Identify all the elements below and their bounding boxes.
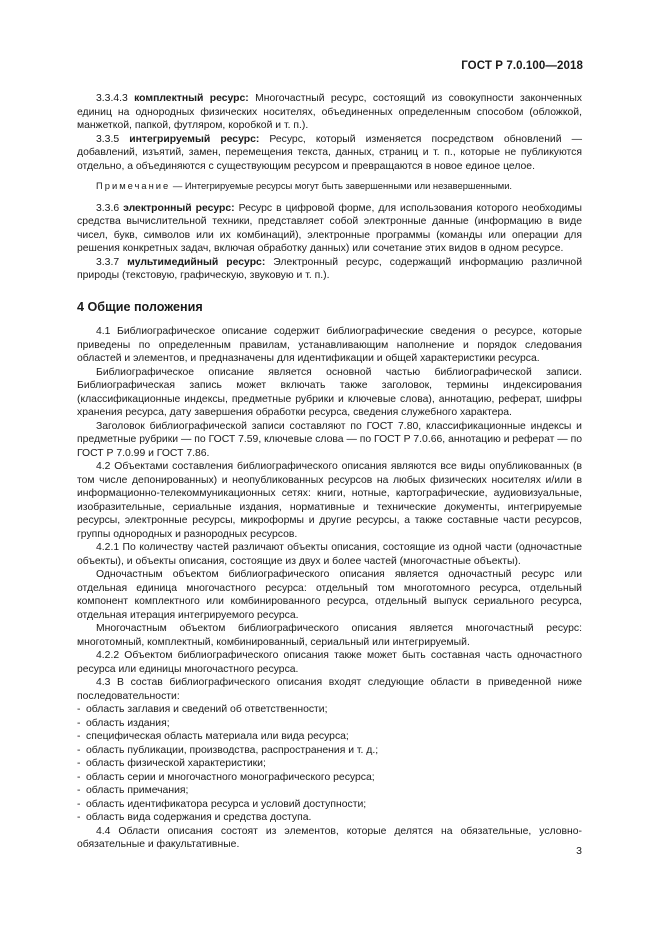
clause-number: 3.3.5 <box>96 133 130 145</box>
paragraph-4-2-2: 4.2.2 Объектом библиографического описания также может быть составная часть одночастного ресурса или единицы многочастного ресурса. <box>77 650 582 675</box>
list-item <box>77 811 582 825</box>
list-marker: - <box>77 798 81 810</box>
paragraph-4-2-1-c: Многочастным объектом библиографического описания является многочастный ресурс: многотомный, комплектный, комбинированный, сериальный или интегрируемый. <box>77 623 582 648</box>
list-item-text: область издания; <box>86 717 170 729</box>
paragraph-4-1-c: Заголовок библиографической записи составляют по ГОСТ 7.80, классификационные индексы и предметные рубрики — по ГОСТ 7.59, ключевые слова — по ГОСТ Р 7.0.66, аннотацию и реферат — по ГОСТ Р 7.0.99 и ГОСТ 7.86. <box>77 420 582 459</box>
page-number: 3 <box>576 845 582 857</box>
paragraph-3-3-4-3 <box>77 92 582 133</box>
term: электронный ресурс: <box>123 202 235 214</box>
list-item <box>77 757 582 771</box>
list-marker: - <box>77 704 81 715</box>
section-title: 4 Общие положения <box>77 299 203 314</box>
paragraph-4-2-1-b: Одночастным объектом библиографического описания является одночастный ресурс или отдельная единица многочастного ресурса: отдельный том многотомного ресурса, отдельный компонент комплектного или комбинированного ресурса, отдельный выпуск сериального ресурса, отдельная итерация интегрируемого ресурса. <box>77 569 582 621</box>
list-marker: - <box>77 717 81 729</box>
document-header: ГОСТ Р 7.0.100—2018 <box>461 60 583 72</box>
term: комплектный ресурс: <box>134 93 249 104</box>
list-item <box>77 798 582 812</box>
list-marker: - <box>77 744 81 756</box>
clause-number: 3.3.6 <box>96 202 124 214</box>
term: мультимедийный ресурс: <box>127 256 266 268</box>
paragraph-4-1-b: Библиографическое описание является основной частью библиографической записи. Библиографическая запись может включать также заголовок, термины индексирования (классификационные индексы, предметные рубрики и ключевые слова), аннотацию, реферат, шифры хранения ресурса, дату завершения обработки ресурса, сведения служебного характера. <box>77 366 582 418</box>
list-item <box>77 703 582 717</box>
list-marker: - <box>77 758 81 769</box>
list-item-text: область серии и многочастного монографического ресурса; <box>86 771 375 783</box>
definition: Ресурс, который изменяется посредством обновлений — добавлений, изъятий, замен, перемещения текста, данных, страниц и т. п., которые не публикуются отдельно, а объединяются с существующим ресурсом и превращаются в новое единое целое. <box>77 133 583 172</box>
document-body <box>77 92 582 852</box>
list-marker: - <box>77 785 81 796</box>
list-item-text: область заглавия и сведений об ответственности; <box>86 704 328 715</box>
note-label: Примечание <box>96 180 171 191</box>
definition: Электронный ресурс, содержащий информацию различной природы (текстовую, графическую, звуковую и т. п.). <box>77 256 582 281</box>
list-item-text: специфическая область материала или вида ресурса; <box>86 731 349 742</box>
list-item <box>77 744 582 758</box>
areas-list <box>77 703 582 825</box>
clause-number: 3.3.7 <box>96 256 128 268</box>
definition: Многочастный ресурс, состоящий из совокупности законченных единиц на однородных физических носителях, объединенных определенным способом (обложкой, манжеткой, папкой, футляром, коробкой и т. п.). <box>77 93 582 131</box>
paragraph-4-2-1: 4.2.1 По количеству частей различают объекты описания, состоящие из одной части (одночастные объекты), и объекты описания, состоящие из двух и более частей (многочастные объекты). <box>77 542 582 567</box>
list-item-text: область публикации, производства, распространения и т. д.; <box>86 744 379 756</box>
paragraph-4-2: 4.2 Объектами составления библиографического описания являются все виды опубликованных (в том числе депонированных) и неопубликованных ресурсов на любых физических носителях и/или в информационно-телекоммуникационных сетях: книги, нотные, картографические, аудиовизуальные, изобразительные, сериальные издания, нормативные и технические документы, интегрируемые ресурсы, электронные ресурсы, микроформы и другие ресурсы, а также составные части ресурсов, группы однородных и разнородных ресурсов. <box>77 461 582 540</box>
list-item-text: область вида содержания и средства доступа. <box>86 812 312 823</box>
list-item <box>77 784 582 798</box>
list-item <box>77 771 582 785</box>
paragraph-4-1: 4.1 Библиографическое описание содержит библиографические сведения о ресурсе, которые приведены по определенным правилам, устанавливающим наполнение и порядок следования областей и элементов, и предназначены для идентификации и общей характеристики ресурса. <box>77 326 582 364</box>
note-text: — Интегрируемые ресурсы могут быть завершенными или незавершенными. <box>170 180 513 191</box>
paragraph-3-3-6 <box>77 202 582 256</box>
list-item <box>77 730 582 744</box>
list-item-text: область примечания; <box>86 785 189 796</box>
list-item-text: область физической характеристики; <box>86 758 266 769</box>
clause-number: 3.3.4.3 <box>96 93 135 104</box>
list-marker: - <box>77 812 81 823</box>
list-marker: - <box>77 731 81 742</box>
paragraph-4-4: 4.4 Области описания состоят из элементов, которые делятся на обязательные, условно-обязательные и факультативные. <box>77 825 582 850</box>
term: интегрируемый ресурс: <box>129 133 260 145</box>
note <box>77 179 582 193</box>
definition: Ресурс в цифровой форме, для использования которого необходимы средства вычислительной техники, представляет собой электронные данные (информацию в виде чисел, букв, символов или их комбинаций), электронные программы (команды или операции для решения конкретных задач, включая обработку данных) или сочетание этих видов в одном ресурсе. <box>77 202 582 254</box>
paragraph-4-3: 4.3 В состав библиографического описания входят следующие области в приведенной ниже последовательности: <box>77 677 582 702</box>
list-item-text: область идентификатора ресурса и условий доступности; <box>86 798 367 810</box>
paragraph-3-3-5 <box>77 133 582 174</box>
paragraph-3-3-7 <box>77 256 582 283</box>
list-marker: - <box>77 771 81 783</box>
list-item <box>77 717 582 731</box>
